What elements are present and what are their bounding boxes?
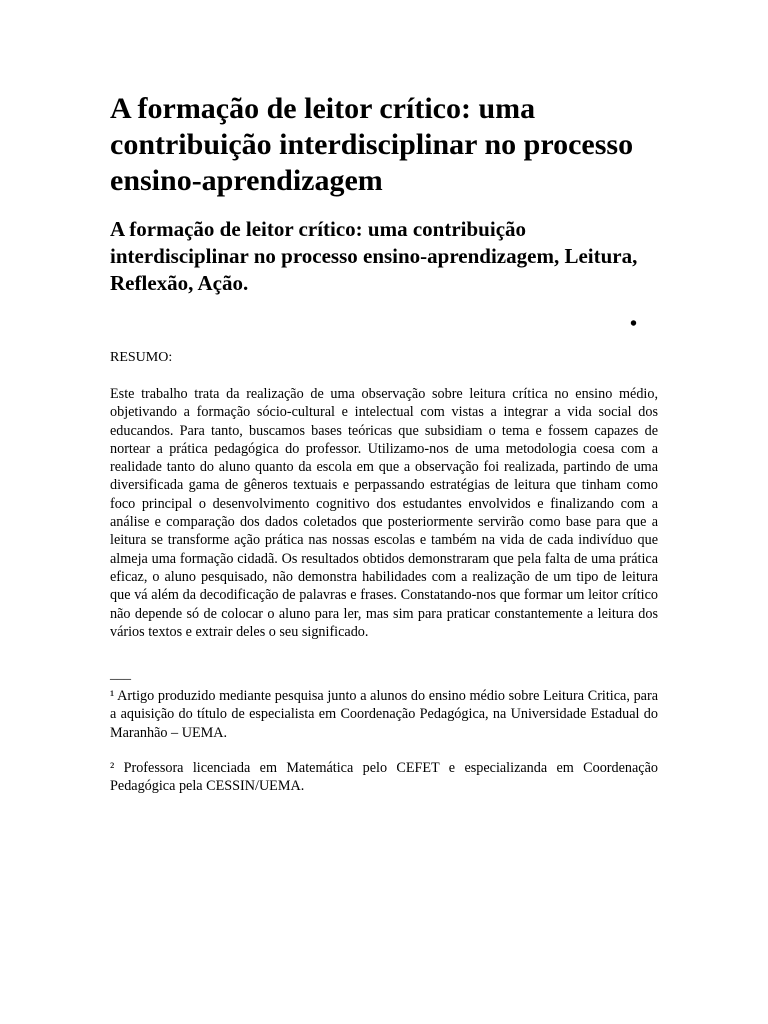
footnote-2: ² Professora licenciada em Matemática pelo CEFET e especializanda em Coordenação Pedagógica pela CESSIN/UEMA. [110, 760, 658, 795]
document-subtitle: A formação de leitor crítico: uma contribuição interdisciplinar no processo ensino-aprendizagem, Leitura, Reflexão, Ação. [110, 217, 638, 295]
document-title: A formação de leitor crítico: uma contribuição interdisciplinar no processo ensino-aprendizagem [110, 92, 634, 197]
footnote-divider: ___ [110, 667, 131, 682]
footnote-1: ¹ Artigo produzido mediante pesquisa junto a alunos do ensino médio sobre Leitura Critica, para a aquisição do título de especialista em Coordenação Pedagógica, na Universidade Estadual do Maranhão – UEMA. [110, 688, 658, 741]
abstract-heading: RESUMO: [110, 350, 173, 365]
abstract-paragraph: Este trabalho trata da realização de uma observação sobre leitura crítica no ensino médio, objetivando a formação sócio-cultural e intelectual com vistas a integrar a vida social dos educandos. Para tanto, buscamos bases teóricas que subsidiam o tema e fossem capazes de nortear a prática pedagógica do professor. Utilizamo-nos de uma metodologia coesa com a realidade tanto do aluno quanto da escola em que a observação foi realizada, partindo de uma diversificada gama de gêneros textuais e perpassando estratégias de leitura que tinham como foco principal o desenvolvimento cognitivo dos estudantes envolvidos e finalizando com a análise e comparação dos dados coletados que posteriormente servirão como base para que a leitura se transforme ação prática nas nossas escolas e também na vida de cada indivíduo que almeja uma formação cidadã. Os resultados obtidos demonstraram que pela falta de uma prática eficaz, o aluno pesquisado, não demonstra habilidades com a realização de um tipo de leitura que vá além da decodificação de palavras e frases. Constatando-nos que formar um leitor crítico não depende só de colocar o aluno para ler, mas sim para praticar constantemente a leitura dos vários textos e extrair deles o seu significado. [110, 386, 658, 640]
bullet-point: • [630, 313, 638, 335]
